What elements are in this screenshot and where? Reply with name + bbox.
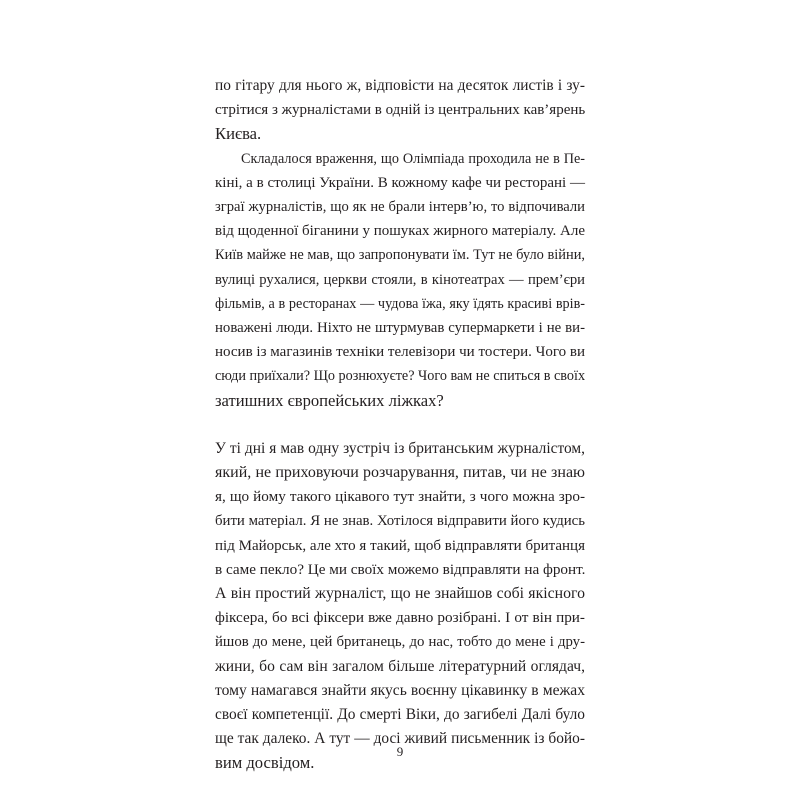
text-line: стрітися з журналістами в одній із центральних кав’ярень [215,102,586,119]
text-line: жини, бо сам він загалом більше літературний оглядач, [215,657,585,675]
text-line: тому намагався знайти якусь воєнну цікавинку в межах [215,681,585,699]
text-line: бити матеріал. Я не знав. Хотілося відправити його кудись [215,513,585,530]
text-line: новажені люди. Ніхто не штурмував супермаркети і не ви- [215,320,585,336]
text-line: Київ майже не мав, що запропонувати їм. Тут не було війни, [215,247,585,264]
text-line: носив із магазинів техніки телевізори чи тостери. Чого ви [215,344,585,361]
text-line: вим досвідом. [215,753,315,773]
page-number: 9 [396,744,404,759]
text-line: У ті дні я мав одну зустріч із британським журналістом, [215,439,585,457]
text-line: кіні, а в столиці України. В кожному кафе чи ресторані — [215,174,585,191]
text-line: вулиці рухалися, церкви стояли, в кінотеатрах — прем’єри [215,271,585,288]
text-line: від щоденної біганини у пошуках жирного матеріалу. Але [215,223,586,240]
text-line: ще так далеко. А тут — досі живий письменник із бойо- [215,730,585,748]
text-line: під Майорськ, але хто я такий, щоб відправляти британця [215,537,585,554]
text-line: А він простий журналіст, що не знайшов собі якісного [215,585,585,602]
text-line: я, що йому такого цікавого тут знайти, з чого можна зро- [215,488,585,506]
text-line: по гітару для нього ж, відповісти на десяток листів і зу- [215,77,585,94]
text-line: Складалося враження, що Олімпіада проходила не в Пе- [241,150,585,167]
text-line: фільмів, а в ресторанах — чудова їжа, яку їдять красиві врів- [215,295,585,312]
text-line: сюди приїхали? Що рознюхуєте? Чого вам не спиться в своїх [215,368,586,385]
text-line: затишних європейських ліжках? [215,390,444,410]
text-line: який, не приховуючи розчарування, питав, чи не знаю [215,464,585,481]
text-line: в саме пекло? Це ми своїх можемо відправляти на фронт. [215,560,586,578]
text-line: фіксера, бо всі фіксери вже давно розібрані. І от він при- [215,609,585,627]
text-line: йшов до мене, цей британець, до нас, тобто до мене і дру- [215,634,585,651]
text-line: зграї журналістів, що як не брали інтерв’ю, то відпочивали [215,199,585,215]
text-line: своєї компетенції. До смерті Віки, до загибелі Далі було [215,706,585,723]
text-line: Києва. [215,124,262,144]
